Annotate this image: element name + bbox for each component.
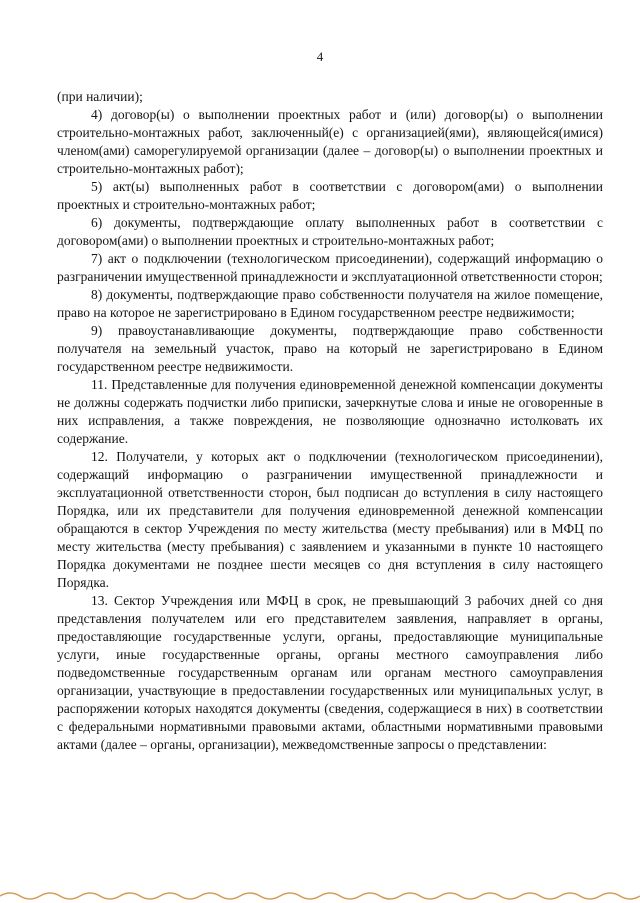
paragraph-item-4: 4) договор(ы) о выполнении проектных работ и (или) договор(ы) о выполнении строительно-монтажных работ, заключенный(е) с организацией(ями), являющейся(имися) членом(ами) саморегулируемой организации (далее – договор(ы) о выполнении проектных и строительно-монтажных работ); xyxy=(57,107,603,176)
paragraph-clause-13: 13. Сектор Учреждения или МФЦ в срок, не превышающий 3 рабочих дней со дня представления получателем или его представителем заявления, направляет в органы, предоставляющие государственные услуги, органы, предоставляющие муниципальные услуги, иные государственные органы, органы местного самоуправления либо подведомственные государственным органам или органам местного самоуправления организации, участвующие в предоставлении государственных или муниципальных услуг, в распоряжении которых находятся документы (сведения, содержащиеся в них) в соответствии с федеральными нормативными правовыми актами, областными нормативными правовыми актами (далее – органы, организации), межведомственные запросы о представлении: xyxy=(57,593,603,752)
paragraph-clause-11: 11. Представленные для получения единовременной денежной компенсации документы не должны содержать подчистки либо приписки, зачеркнутые слова и иные не оговоренные в них исправления, а также повреждения, не позволяющие однозначно истолковать их содержание. xyxy=(57,377,603,446)
paragraph-item-8: 8) документы, подтверждающие право собственности получателя на жилое помещение, право на которое не зарегистрировано в Едином государственном реестре недвижимости; xyxy=(57,287,603,320)
paragraph-item-7: 7) акт о подключении (технологическом присоединении), содержащий информацию о разграничении имущественной принадлежности и эксплуатационной ответственности сторон; xyxy=(57,251,603,284)
paragraph-clause-12: 12. Получатели, у которых акт о подключении (технологическом присоединении), содержащий информацию о разграничении имущественной принадлежности и эксплуатационной ответственности сторон, был подписан до вступления в силу настоящего Порядка, или их представители для получения единовременной денежной компенсации обращаются в сектор Учреждения по месту жительства (месту пребывания) или в МФЦ по месту жительства (месту пребывания) с заявлением и указанными в пункте 10 настоящего Порядка документами не позднее шести месяцев со дня вступления в силу настоящего Порядка. xyxy=(57,449,603,590)
paragraph-continuation: (при наличии); xyxy=(57,89,143,104)
paragraph-item-9: 9) правоустанавливающие документы, подтверждающие право собственности получателя на земельный участок, право на который не зарегистрировано в Едином государственном реестре недвижимости. xyxy=(57,323,603,374)
paragraph-item-6: 6) документы, подтверждающие оплату выполненных работ в соответствии с договором(ами) о выполнении проектных и строительно-монтажных работ; xyxy=(57,215,603,248)
scan-wave-icon xyxy=(0,881,640,903)
page-number: 4 xyxy=(316,49,324,64)
scan-edge-mark xyxy=(0,881,640,903)
paragraph-item-5: 5) акт(ы) выполненных работ в соответствии с договором(ами) о выполнении проектных и строительно-монтажных работ; xyxy=(57,179,603,212)
document-body xyxy=(57,88,603,754)
